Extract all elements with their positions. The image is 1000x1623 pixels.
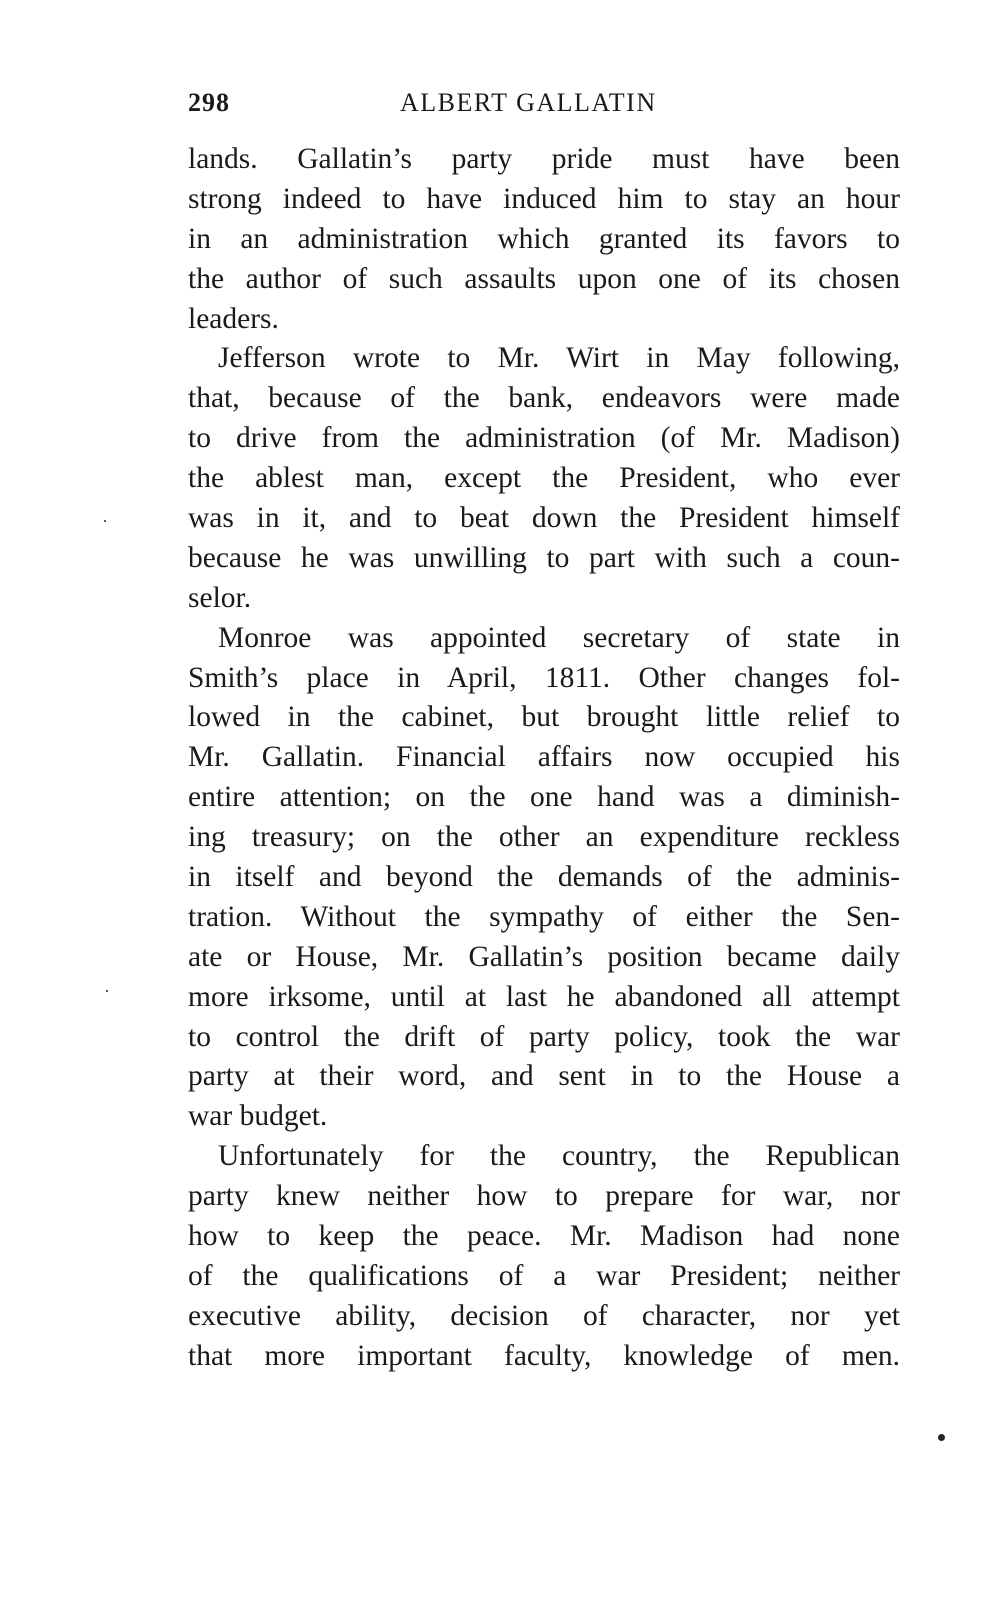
text-line: Mr. Gallatin. Financial affairs now occupied his xyxy=(188,741,900,774)
text-line: tration. Without the sympathy of either the Sen- xyxy=(188,900,900,933)
text-line: party knew neither how to prepare for war, nor xyxy=(188,1180,900,1213)
text-line: in itself and beyond the demands of the adminis- xyxy=(188,861,900,894)
text-line: lowed in the cabinet, but brought little relief to xyxy=(188,701,900,734)
body-text xyxy=(188,140,900,1377)
text-line: in an administration which granted its favors to xyxy=(188,222,900,255)
paragraph-2 xyxy=(188,339,900,618)
text-line: Monroe was appointed secretary of state in xyxy=(218,621,900,654)
text-line: ing treasury; on the other an expenditure reckless xyxy=(188,821,900,854)
text-line: Smith’s place in April, 1811. Other changes fol- xyxy=(188,661,900,694)
text-line: entire attention; on the one hand was a diminish- xyxy=(188,781,900,814)
text-line: lands. Gallatin’s party pride must have been xyxy=(188,143,900,175)
text-line: how to keep the peace. Mr. Madison had none xyxy=(188,1220,900,1253)
text-line: the ablest man, except the President, who ever xyxy=(188,462,900,495)
scan-speck xyxy=(104,520,106,522)
text-line: that, because of the bank, endeavors were made xyxy=(188,382,900,415)
scan-speck xyxy=(938,1434,945,1441)
text-line: to control the drift of party policy, took the war xyxy=(188,1020,900,1053)
text-line: selor. xyxy=(188,581,252,614)
text-line: Unfortunately for the country, the Republican xyxy=(218,1140,900,1173)
text-line: executive ability, decision of character, nor yet xyxy=(188,1299,900,1332)
text-line: Jefferson wrote to Mr. Wirt in May following, xyxy=(218,342,900,375)
text-line: to drive from the administration (of Mr. Madison) xyxy=(188,422,900,455)
text-line: party at their word, and sent in to the House a xyxy=(188,1060,900,1093)
text-line: strong indeed to have induced him to stay an hour xyxy=(188,182,900,215)
paragraph-1 xyxy=(188,140,900,339)
text-line: of the qualifications of a war President; neither xyxy=(188,1259,900,1292)
text-line: was in it, and to beat down the President himself xyxy=(188,502,900,535)
text-line: leaders. xyxy=(188,302,279,335)
running-head xyxy=(188,88,900,128)
text-line: because he was unwilling to part with such a coun- xyxy=(188,541,900,574)
text-line: the author of such assaults upon one of its chosen xyxy=(188,262,900,295)
text-line: more irksome, until at last he abandoned all attempt xyxy=(188,980,900,1013)
running-title: ALBERT GALLATIN xyxy=(400,88,657,117)
text-line: war budget. xyxy=(188,1100,328,1133)
text-line: that more important faculty, knowledge of men. xyxy=(188,1339,900,1372)
paragraph-4 xyxy=(188,1137,900,1376)
scan-speck xyxy=(106,990,108,992)
text-line: ate or House, Mr. Gallatin’s position became daily xyxy=(188,940,900,973)
page-number: 298 xyxy=(188,88,230,117)
paragraph-3 xyxy=(188,619,900,1138)
